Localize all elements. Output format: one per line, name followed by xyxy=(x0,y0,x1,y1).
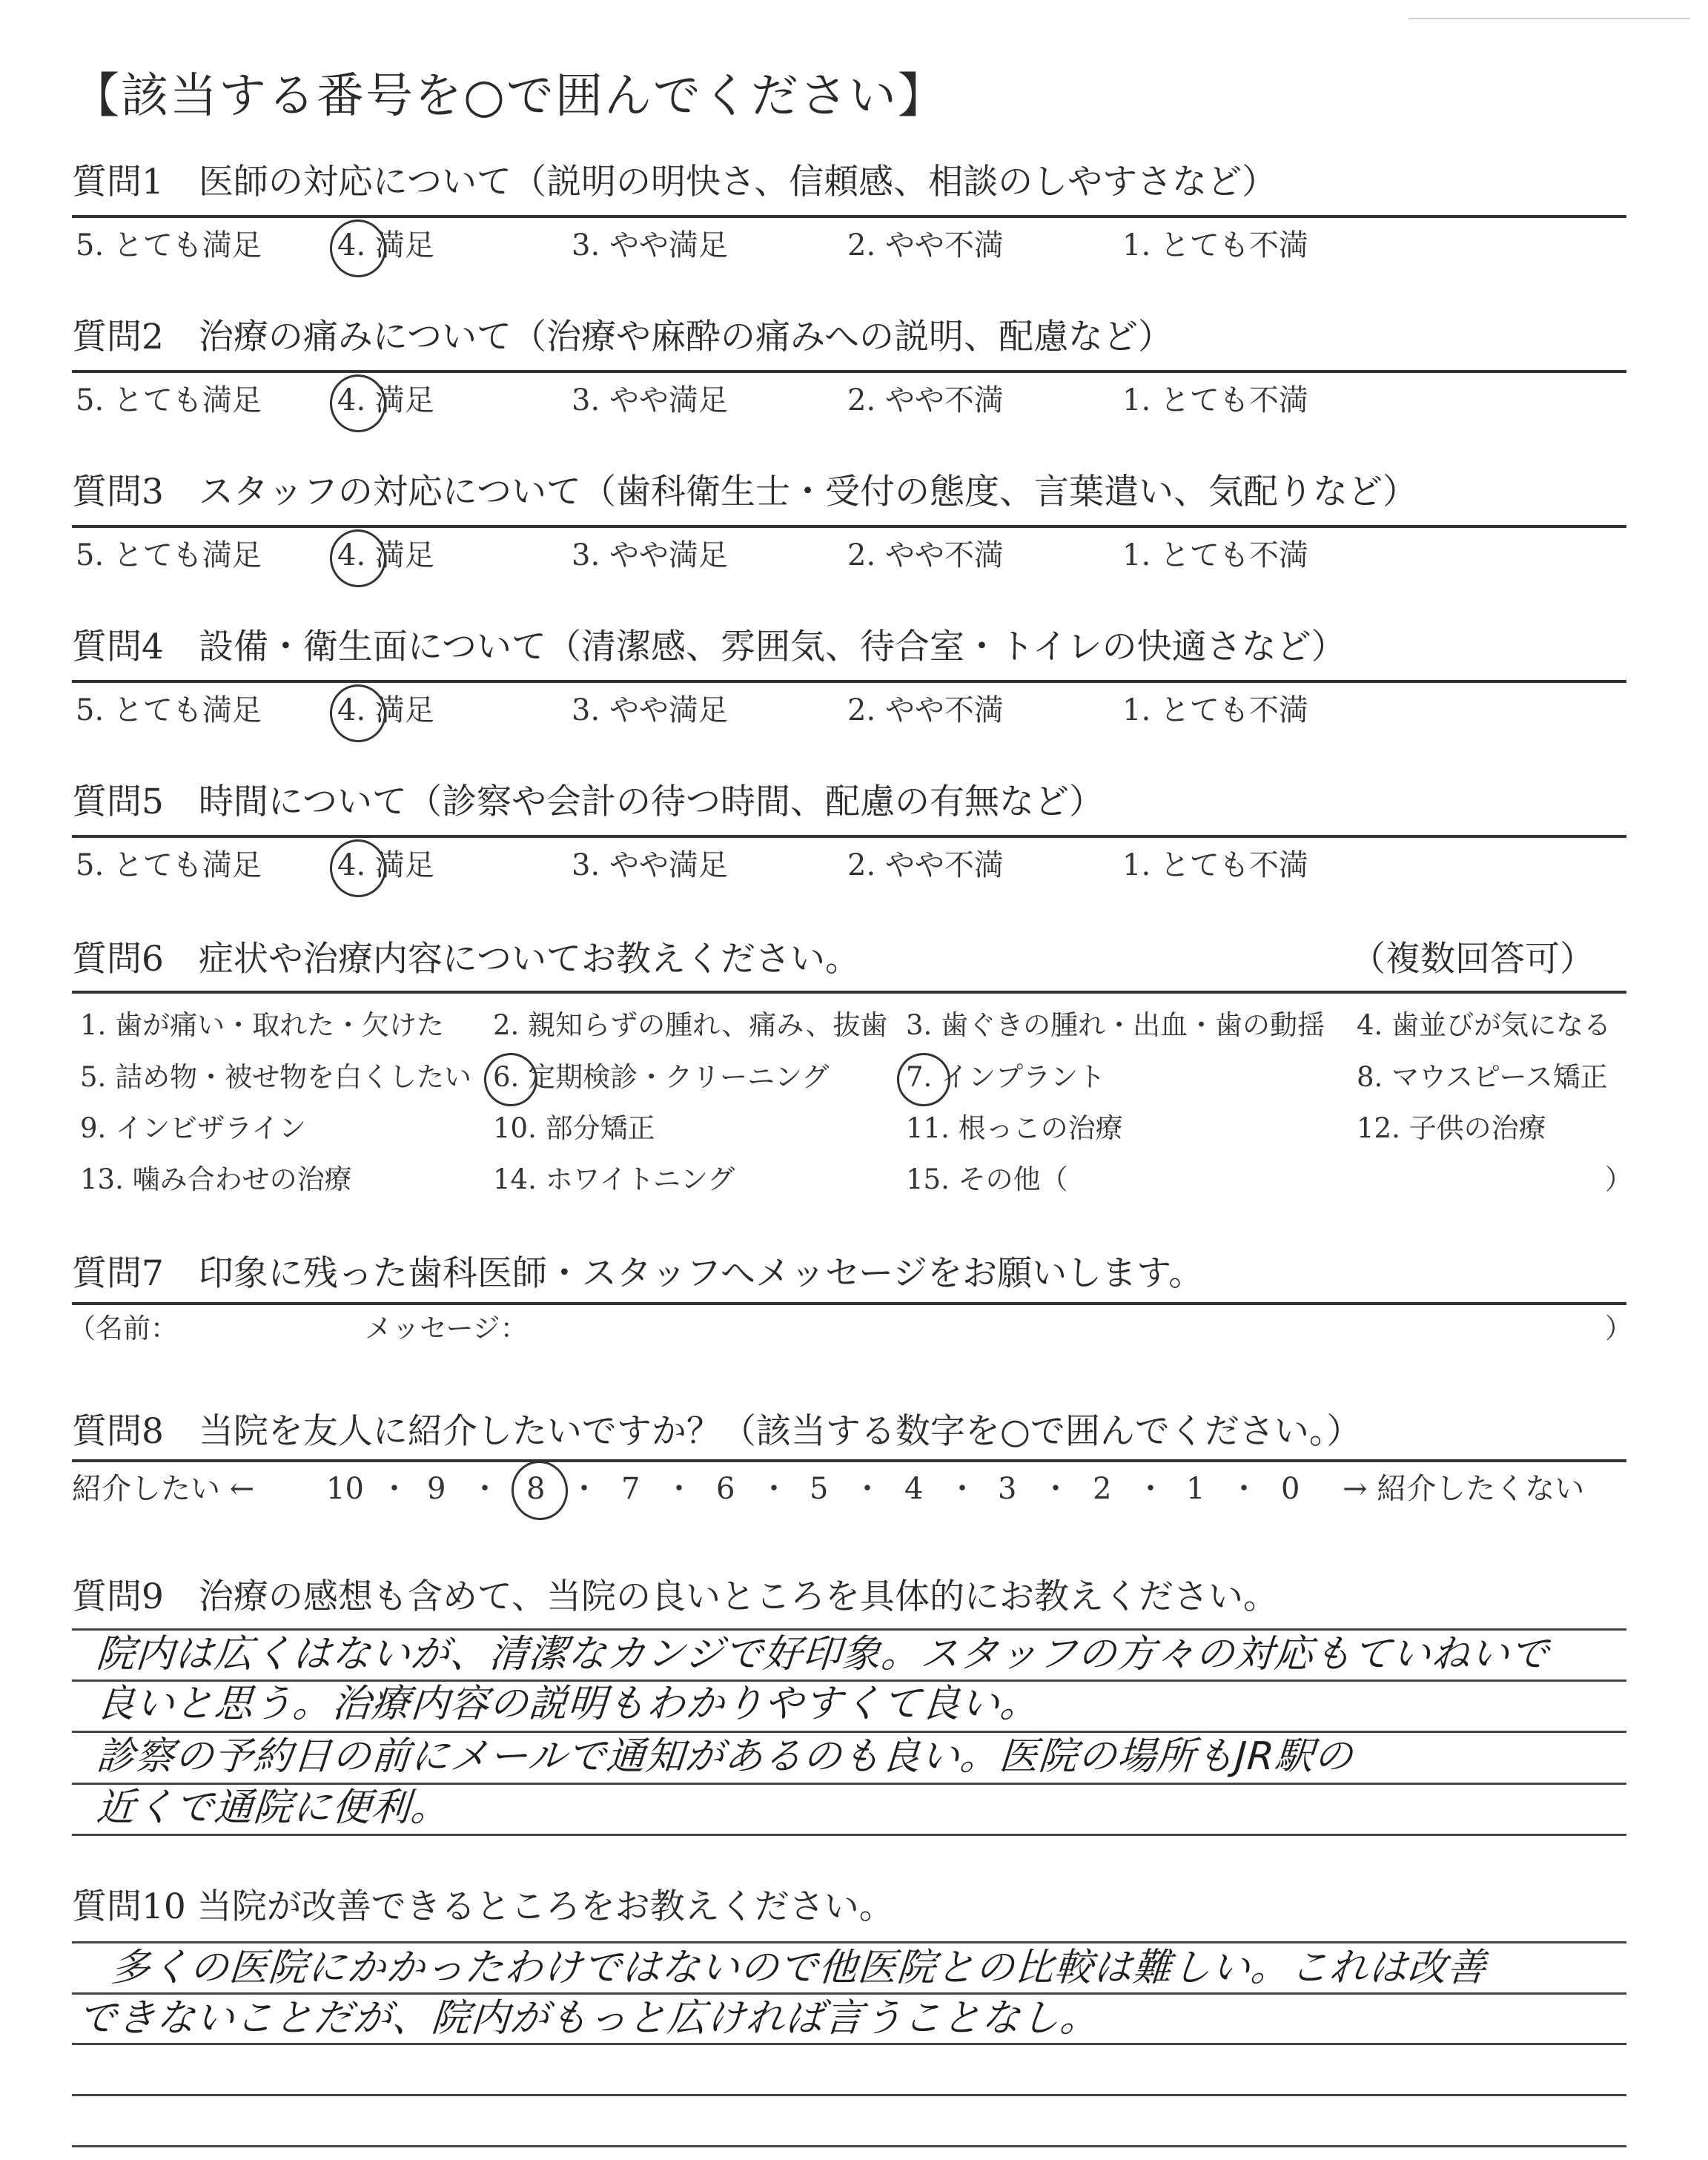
rating-option-3-1[interactable]: 1. とても不満 xyxy=(1122,538,1308,572)
rating-option-3-5[interactable]: 5. とても満足 xyxy=(76,538,262,572)
question-3-rule xyxy=(72,525,1626,528)
recommend-score-10[interactable]: 10 xyxy=(326,1472,364,1506)
answer-circle-q6-6 xyxy=(480,1049,540,1109)
handwritten-answer-line: 診察の予約日の前にメールで通知があるのも良い。医院の場所もJR駅の xyxy=(94,1734,1355,1779)
symptom-option-3[interactable]: 3. 歯ぐきの腫れ・出血・歯の動揺 xyxy=(906,1009,1325,1041)
recommend-score-0[interactable]: 0 xyxy=(1281,1472,1300,1506)
name-label: （名前： xyxy=(68,1312,178,1344)
answer-rule xyxy=(72,1992,1626,1995)
answer-rule xyxy=(72,1783,1626,1785)
symptom-option-14[interactable]: 14. ホワイトニング xyxy=(493,1163,735,1195)
answer-rule xyxy=(72,2145,1626,2147)
question-2-rule xyxy=(72,370,1626,373)
rating-option-4-3[interactable]: 3. やや満足 xyxy=(572,693,728,727)
question-7-rule xyxy=(72,1302,1626,1305)
question-10-title: 質問10 当院が改善できるところをお教えください。 xyxy=(72,1886,894,1927)
recommend-score-8[interactable]: 8 xyxy=(526,1472,546,1506)
recommend-score-5[interactable]: 5 xyxy=(810,1472,829,1506)
rating-option-4-4[interactable]: 4. 満足 xyxy=(337,693,434,727)
rating-option-2-2[interactable]: 2. やや不満 xyxy=(847,383,1004,417)
message-label: メッセージ： xyxy=(365,1312,528,1344)
scale-separator: ・ xyxy=(759,1472,789,1506)
question-5-title: 質問5 時間について（診察や会計の待つ時間、配慮の有無など） xyxy=(72,782,1104,822)
answer-circle-q4 xyxy=(326,681,390,746)
answer-rule xyxy=(72,1834,1626,1836)
multiple-answer-note: （複数回答可） xyxy=(1351,939,1595,980)
scale-separator: ・ xyxy=(853,1472,882,1506)
answer-rule xyxy=(72,2043,1626,2045)
answer-rule xyxy=(72,1941,1626,1943)
message-close-paren: ） xyxy=(1605,1312,1632,1344)
scale-separator: ・ xyxy=(947,1472,977,1506)
question-5-rule xyxy=(72,835,1626,838)
symptom-option-4[interactable]: 4. 歯並びが気になる xyxy=(1357,1009,1612,1041)
scan-edge-line xyxy=(1409,18,1690,19)
answer-circle-q8 xyxy=(508,1457,572,1524)
question-7-title: 質問7 印象に残った歯科医師・スタッフへメッセージをお願いします。 xyxy=(72,1253,1204,1294)
rating-option-5-3[interactable]: 3. やや満足 xyxy=(572,848,728,882)
recommend-score-6[interactable]: 6 xyxy=(716,1472,735,1506)
question-8-rule xyxy=(72,1459,1626,1462)
rating-option-5-1[interactable]: 1. とても不満 xyxy=(1122,848,1308,882)
symptom-option-1[interactable]: 1. 歯が痛い・取れた・欠けた xyxy=(80,1009,445,1041)
other-close-paren: ） xyxy=(1605,1163,1632,1195)
rating-option-5-5[interactable]: 5. とても満足 xyxy=(76,848,262,882)
handwritten-answer-line: 多くの医院にかかったわけではないので他医院との比較は難しい。これは改善 xyxy=(109,1946,1489,1990)
question-8-title: 質問8 当院を友人に紹介したいですか？（該当する数字を○で囲んでください。） xyxy=(72,1411,1362,1452)
answer-rule xyxy=(72,2094,1626,2096)
answer-rule xyxy=(72,1628,1626,1631)
answer-circle-q2 xyxy=(326,371,390,436)
recommend-score-7[interactable]: 7 xyxy=(621,1472,640,1506)
rating-option-3-4[interactable]: 4. 満足 xyxy=(337,538,434,572)
handwritten-answer-line: できないことだが、院内がもっと広ければ言うことなし。 xyxy=(76,1996,1102,2041)
symptom-option-12[interactable]: 12. 子供の治療 xyxy=(1357,1112,1546,1144)
question-1-rule xyxy=(72,215,1626,218)
recommend-score-9[interactable]: 9 xyxy=(427,1472,446,1506)
symptom-option-15[interactable]: 15. その他（ xyxy=(906,1163,1068,1195)
rating-option-3-3[interactable]: 3. やや満足 xyxy=(572,538,728,572)
recommend-score-1[interactable]: 1 xyxy=(1186,1472,1205,1506)
answer-rule xyxy=(72,1731,1626,1733)
rating-option-5-4[interactable]: 4. 満足 xyxy=(337,848,434,882)
scale-separator: ・ xyxy=(569,1472,599,1506)
rating-option-2-4[interactable]: 4. 満足 xyxy=(337,383,434,417)
question-2-title: 質問2 治療の痛みについて（治療や麻酔の痛みへの説明、配慮など） xyxy=(72,317,1174,357)
question-4-title: 質問4 設備・衛生面について（清潔感、雰囲気、待合室・トイレの快適さなど） xyxy=(72,627,1346,667)
answer-circle-q5 xyxy=(326,836,390,901)
question-4-rule xyxy=(72,680,1626,683)
rating-option-1-5[interactable]: 5. とても満足 xyxy=(76,228,262,262)
symptom-option-9[interactable]: 9. インビザライン xyxy=(80,1112,306,1144)
rating-option-2-3[interactable]: 3. やや満足 xyxy=(572,383,728,417)
scale-separator: ・ xyxy=(1229,1472,1259,1506)
rating-option-4-2[interactable]: 2. やや不満 xyxy=(847,693,1004,727)
symptom-option-13[interactable]: 13. 噛み合わせの治療 xyxy=(80,1163,352,1195)
recommend-score-3[interactable]: 3 xyxy=(998,1472,1017,1506)
answer-circle-q1 xyxy=(326,216,390,281)
question-6-title: 質問6 症状や治療内容についてお教えください。 xyxy=(72,939,860,980)
scale-separator: ・ xyxy=(1041,1472,1070,1506)
answer-circle-q3 xyxy=(326,526,390,591)
rating-option-2-5[interactable]: 5. とても満足 xyxy=(76,383,262,417)
symptom-option-6[interactable]: 6. 定期検診・クリーニング xyxy=(493,1061,830,1093)
instruction-header: 【該当する番号を○で囲んでください】 xyxy=(72,69,947,124)
rating-option-4-5[interactable]: 5. とても満足 xyxy=(76,693,262,727)
question-9-title: 質問9 治療の感想も含めて、当院の良いところを具体的にお教えください。 xyxy=(72,1576,1278,1617)
rating-option-1-2[interactable]: 2. やや不満 xyxy=(847,228,1004,262)
symptom-option-10[interactable]: 10. 部分矯正 xyxy=(493,1112,655,1144)
symptom-option-7[interactable]: 7. インプラント xyxy=(906,1061,1106,1093)
handwritten-answer-line: 近くで通院に便利。 xyxy=(94,1786,452,1830)
symptom-option-5[interactable]: 5. 詰め物・被せ物を白くしたい xyxy=(80,1061,472,1093)
not-recommend-label: → 紹介したくない xyxy=(1343,1472,1585,1506)
rating-option-3-2[interactable]: 2. やや不満 xyxy=(847,538,1004,572)
answer-circle-q6-7 xyxy=(893,1049,953,1109)
symptom-option-11[interactable]: 11. 根っこの治療 xyxy=(906,1112,1123,1144)
rating-option-2-1[interactable]: 1. とても不満 xyxy=(1122,383,1308,417)
rating-option-1-3[interactable]: 3. やや満足 xyxy=(572,228,728,262)
rating-option-1-1[interactable]: 1. とても不満 xyxy=(1122,228,1308,262)
question-1-title: 質問1 医師の対応について（説明の明快さ、信頼感、相談のしやすさなど） xyxy=(72,162,1277,202)
scale-separator: ・ xyxy=(1136,1472,1165,1506)
question-3-title: 質問3 スタッフの対応について（歯科衛生士・受付の態度、言葉遣い、気配りなど） xyxy=(72,472,1417,512)
rating-option-5-2[interactable]: 2. やや不満 xyxy=(847,848,1004,882)
recommend-score-4[interactable]: 4 xyxy=(904,1472,924,1506)
symptom-option-8[interactable]: 8. マウスピース矯正 xyxy=(1357,1061,1608,1093)
scale-separator: ・ xyxy=(380,1472,409,1506)
question-6-rule xyxy=(72,991,1626,994)
scale-separator: ・ xyxy=(664,1472,694,1506)
handwritten-answer-line: 良いと思う。治療内容の説明もわかりやすくて良い。 xyxy=(94,1682,1042,1726)
handwritten-answer-line: 院内は広くはないが、清潔なカンジで好印象。スタッフの方々の対応もていねいで xyxy=(94,1632,1551,1677)
rating-option-4-1[interactable]: 1. とても不満 xyxy=(1122,693,1308,727)
rating-option-1-4[interactable]: 4. 満足 xyxy=(337,228,434,262)
symptom-option-2[interactable]: 2. 親知らずの腫れ、痛み、抜歯 xyxy=(493,1009,888,1041)
recommend-score-2[interactable]: 2 xyxy=(1093,1472,1112,1506)
scale-separator: ・ xyxy=(470,1472,500,1506)
recommend-label: 紹介したい ← xyxy=(72,1472,255,1506)
